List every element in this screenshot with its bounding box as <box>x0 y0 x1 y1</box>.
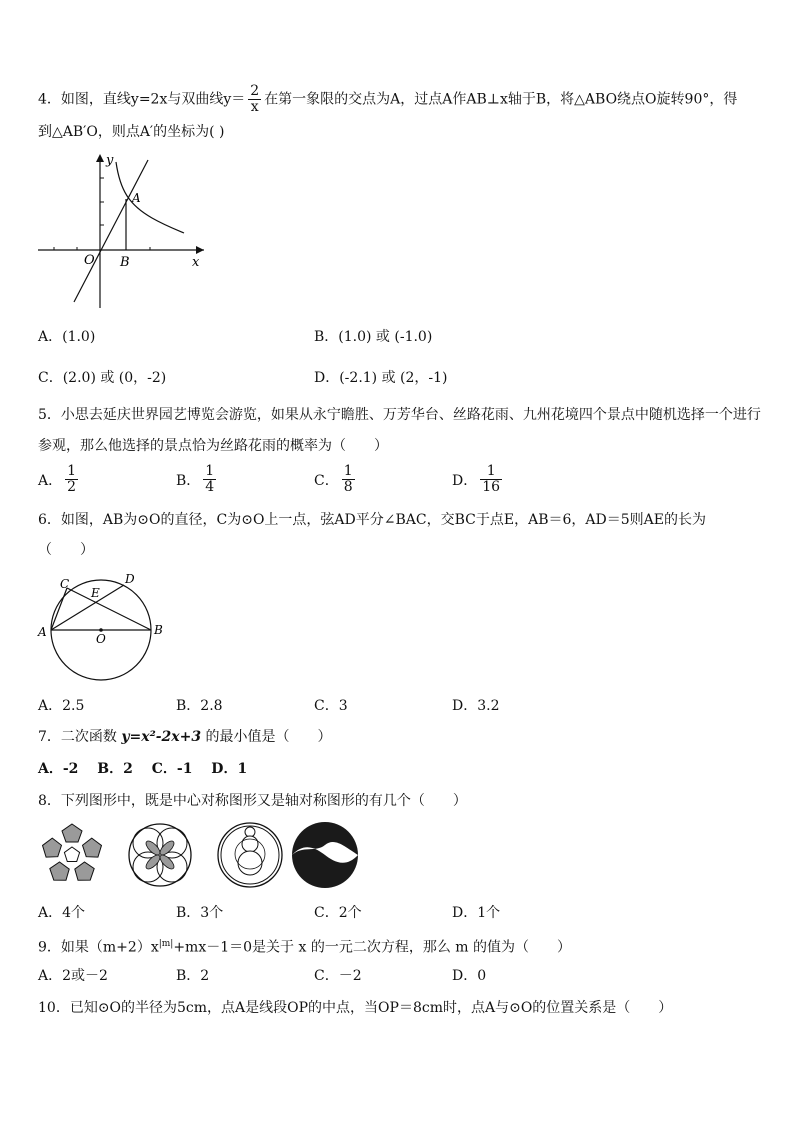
q5-b-den: 4 <box>205 479 215 495</box>
label-c: C <box>60 577 70 591</box>
q8-options <box>38 903 758 923</box>
q9-text-b: +mx－1＝0是关于 x 的一元二次方程，那么 m 的值为（ ） <box>173 939 572 956</box>
label-o: O <box>96 632 106 646</box>
label-d: D <box>125 572 135 586</box>
q8-option-d[interactable]: D．1个 <box>452 905 501 921</box>
label-y: y <box>106 153 114 168</box>
q5-option-b[interactable] <box>176 464 219 495</box>
q9-exponent: |m| <box>158 939 174 949</box>
q5-d-den: 16 <box>482 479 501 495</box>
q6-stem-line1: 6．如图，AB为⊙O的直径，C为⊙O上一点，弦AD平分∠BAC，交BC于点E，AB＝6，AD＝5则AE的长为 <box>38 512 706 528</box>
figure-stacked-circles <box>218 823 282 887</box>
q7-text-a: 7．二次函数 <box>38 729 122 745</box>
q9-option-c[interactable]: C．－2 <box>314 968 362 984</box>
label-x: x <box>192 255 200 270</box>
q4-fraction <box>248 84 261 115</box>
q5-stem-line2: 参观，那么他选择的景点恰为丝路花雨的概率为（ ） <box>38 438 388 454</box>
q6-stem-line2: （ ） <box>38 542 94 558</box>
label-a: A <box>38 625 47 639</box>
q5-option-d-label: D． <box>452 472 478 489</box>
chord-ac <box>51 588 67 630</box>
q8-option-a[interactable]: A．4个 <box>38 905 86 921</box>
figure-swirl <box>292 822 358 888</box>
q9-text-a: 9．如果（m+2）x <box>38 939 159 956</box>
y-axis-arrow <box>96 154 104 162</box>
q4-option-c[interactable]: C．(2.0) 或 (0，-2) <box>38 370 167 386</box>
q6-option-c[interactable]: C．3 <box>314 698 348 714</box>
q4-option-a[interactable]: A．(1.0) <box>38 329 96 345</box>
q6-option-a[interactable]: A．2.5 <box>38 698 85 714</box>
q7-options[interactable]: A．-2 B．2 C．-1 D．1 <box>38 761 248 777</box>
q5-b-num: 1 <box>205 463 215 479</box>
q5-option-a-label: A． <box>38 472 63 489</box>
q5-option-c-label: C． <box>314 472 339 489</box>
q4-option-b[interactable]: B．(1.0) 或 (-1.0) <box>314 329 433 345</box>
q8-option-b[interactable]: B．3个 <box>176 905 224 921</box>
q5-option-c[interactable] <box>314 464 358 495</box>
q4-frac-den: x <box>250 99 259 115</box>
q9-stem <box>38 934 758 958</box>
figure-five-pentagons <box>39 824 104 886</box>
q10-stem: 10．已知⊙O的半径为5cm，点A是线段OP的中点，当OP＝8cm时，点A与⊙O的位置关系是（ ） <box>38 1000 673 1016</box>
q5-a-den: 2 <box>67 479 77 495</box>
q5-option-a[interactable] <box>38 464 81 495</box>
label-b: B <box>120 255 130 270</box>
q8-figures <box>34 820 364 890</box>
chord-ad <box>51 585 124 630</box>
q5-options <box>38 464 758 500</box>
q4-option-d[interactable]: D．(-2.1) 或 (2，-1) <box>314 370 448 386</box>
q4-stem-line2: 到△AB′O，则点A′的坐标为( ) <box>38 124 225 140</box>
label-a: A <box>132 191 141 205</box>
q5-d-num: 1 <box>480 464 502 480</box>
q4-text-b: 在第一象限的交点为A，过点A作AB⊥x轴于B，将△ABO绕点O旋转90°，得 <box>264 91 738 108</box>
q4-options-row1 <box>38 327 758 347</box>
q6-option-d[interactable]: D．3.2 <box>452 698 500 714</box>
q5-a-num: 1 <box>67 463 77 479</box>
q9-option-d[interactable]: D．0 <box>452 968 487 984</box>
label-b: B <box>154 623 163 637</box>
q9-options <box>38 966 758 986</box>
q7-function: y=x²-2x+3 <box>121 729 202 745</box>
line-y-2x <box>74 160 148 302</box>
q8-stem: 8．下列图形中，既是中心对称图形又是轴对称图形的有几个（ ） <box>38 793 467 809</box>
q4-options-row2 <box>38 368 758 388</box>
x-axis-arrow <box>196 246 204 254</box>
q4-frac-num: 2 <box>250 83 260 99</box>
q8-option-c[interactable]: C．2个 <box>314 905 362 921</box>
q5-c-den: 8 <box>343 479 353 495</box>
label-e: E <box>91 586 100 600</box>
label-o: O <box>84 253 95 268</box>
q5-c-num: 1 <box>343 463 353 479</box>
q9-option-a[interactable]: A．2或－2 <box>38 968 108 984</box>
q5-option-d[interactable] <box>452 464 505 495</box>
q7-text-b: 的最小值是（ ） <box>201 729 332 745</box>
q4-graph-figure <box>34 150 214 310</box>
q6-option-b[interactable]: B．2.8 <box>176 698 223 714</box>
q9-option-b[interactable]: B．2 <box>176 968 210 984</box>
q5-stem-line1: 5．小思去延庆世界园艺博览会游览，如果从永宁瞻胜、万芳华台、丝路花雨、九州花境四个景点中随机选择一个进行 <box>38 407 761 423</box>
figure-four-petal-circle <box>129 824 191 886</box>
q6-options <box>38 696 758 716</box>
q5-option-b-label: B． <box>176 472 201 489</box>
q7-stem <box>38 727 758 747</box>
q4-stem-line1 <box>38 84 758 115</box>
q6-circle-figure <box>34 568 174 684</box>
q4-text-a: 4．如图，直线y=2x与双曲线y＝ <box>38 91 246 108</box>
